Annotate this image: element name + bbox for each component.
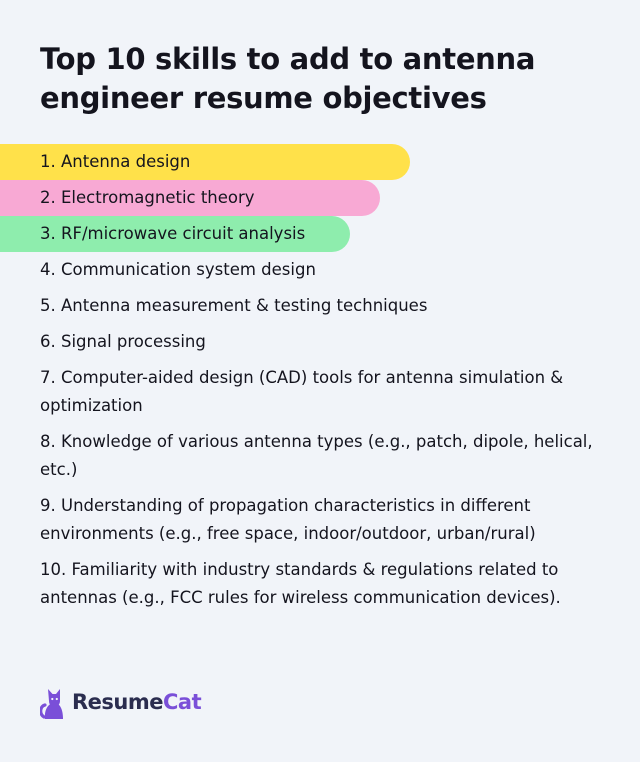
brand-name (72, 690, 201, 714)
skill-item-1: 1. Antenna design (0, 144, 410, 180)
brand-logo (40, 684, 201, 720)
cat-logo-icon (40, 684, 66, 720)
brand-name-part1: Resume (72, 690, 163, 714)
skills-list (0, 144, 640, 616)
skill-item-3: 3. RF/microwave circuit analysis (0, 216, 350, 252)
skill-item-2: 2. Electromagnetic theory (0, 180, 380, 216)
brand-name-part2: Cat (163, 690, 202, 714)
skill-item-7: 7. Computer-aided design (CAD) tools for antenna simulation & optimization (40, 368, 564, 415)
skill-item-6: 6. Signal processing (40, 332, 206, 351)
skill-item-9: 9. Understanding of propagation characteristics in different environments (e.g., free space, indoor/outdoor, urban/rural) (40, 496, 536, 543)
page-title: Top 10 skills to add to antenna engineer resume objectives (40, 42, 536, 115)
skill-item-5: 5. Antenna measurement & testing techniques (40, 296, 428, 315)
skill-item-8: 8. Knowledge of various antenna types (e.g., patch, dipole, helical, etc.) (40, 432, 593, 479)
skill-item-4: 4. Communication system design (40, 260, 316, 279)
skill-item-10: 10. Familiarity with industry standards & regulations related to antennas (e.g., FCC rules for wireless communication devices). (40, 560, 561, 607)
